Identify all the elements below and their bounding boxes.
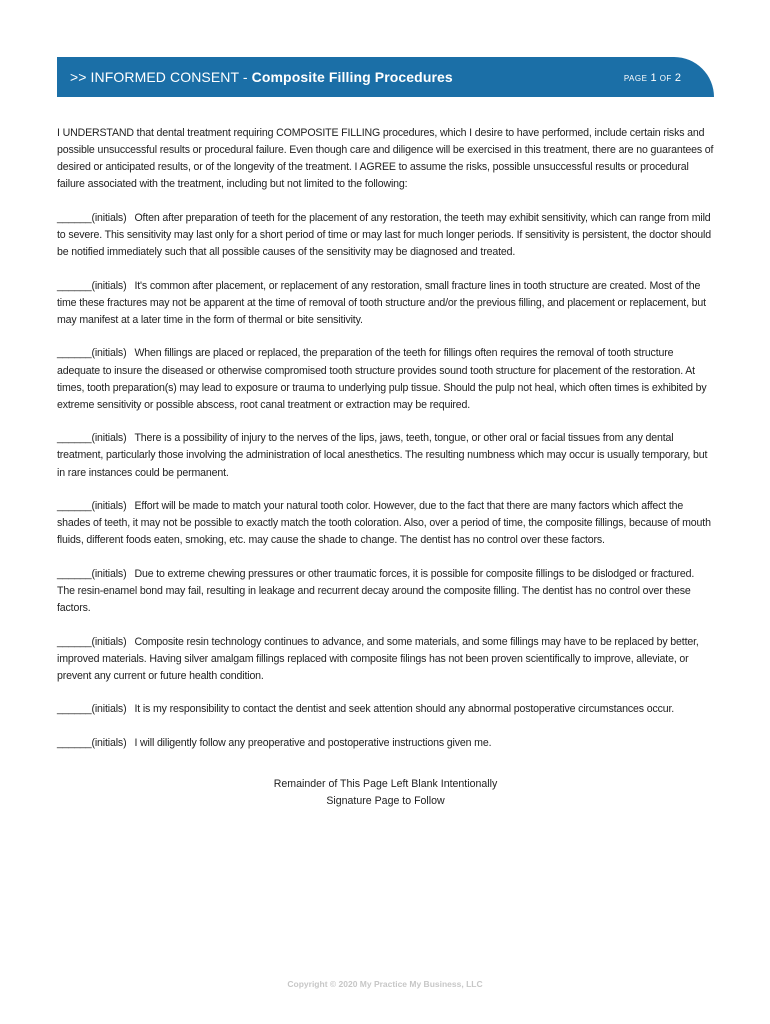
initials-blank[interactable]: ______ [57,567,92,580]
consent-item [57,735,714,752]
initials-blank[interactable]: ______ [57,211,92,224]
intro-paragraph: I UNDERSTAND that dental treatment requiring COMPOSITE FILLING procedures, which I desire to have performed, include certain risks and possible unsuccessful results or procedural failure. Even though care and diligence will be exercised in this treatment, there are no guarantees of desired or anticipated results, or of the longevity of the treatment. I AGREE to assume the risks, possible unsuccessful results or procedural failure associated with the treatment, including but not limited to the following: [57,127,714,191]
consent-item [57,701,714,718]
title-text: Composite Filling Procedures [251,69,453,85]
initials-label: (initials) [91,432,127,445]
header-banner [57,57,714,97]
consent-item [57,634,714,685]
initials-label: (initials) [91,347,127,360]
consent-item-text: There is a possibility of injury to the nerves of the lips, jaws, teeth, tongue, or other oral or facial tissues from any dental treatment, particularly those involving the administration of local anesthetics. The resulting numbness which may occur is usually temporary, but in rare instances could be permanent. [57,432,708,479]
document-title [70,69,453,85]
closing-note [57,776,714,810]
consent-item-text: It's common after placement, or replacement of any restoration, small fracture lines in tooth structure are created. Most of the time these fractures may not be apparent at the time of removal of tooth structure and/or the previous filling, and placement or replacement, but may manifest at a later time in the form of thermal or bite sensitivity. [57,279,706,326]
consent-item-text: When fillings are placed or replaced, the preparation of the teeth for fillings often requires the removal of tooth structure adequate to insure the diseased or otherwise compromised tooth structure provides sound tooth structure for placement of the restoration. At times, tooth preparation(s) may lead to exposure or trauma to underlying pulp tissue. Should the pulp not heal, which often times is exhibited by extreme sensitivity or possible abscess, root canal treatment or extraction may be required. [57,347,707,411]
closing-line-1: Remainder of This Page Left Blank Intentionally [273,778,498,790]
initials-label: (initials) [91,737,127,750]
closing-line-2: Signature Page to Follow [326,795,445,807]
initials-blank[interactable]: ______ [57,635,92,648]
initials-label: (initials) [91,703,127,716]
initials-label: (initials) [91,279,127,292]
consent-item [57,566,714,617]
page-total: 2 [674,72,681,84]
consent-item-text: Composite resin technology continues to advance, and some materials, and some fillings may have to be replaced by better, improved materials. Having silver amalgam fillings replaced with composite filings has not been proven scientifically to improve, alleviate, or prevent any current or future health condition. [57,635,699,682]
page-label: PAGE [623,74,648,83]
consent-item [57,210,714,261]
initials-blank[interactable]: ______ [57,432,92,445]
document-body [57,125,714,769]
page-of-label: OF [659,74,672,83]
initials-blank[interactable]: ______ [57,279,92,292]
copyright-footer: Copyright © 2020 My Practice My Business, LLC [287,979,483,989]
initials-blank[interactable]: ______ [57,500,92,513]
consent-items [57,210,714,752]
consent-item-text: Often after preparation of teeth for the placement of any restoration, the teeth may exhibit sensitivity, which can range from mild to severe. This sensitivity may last only for a short period of time or may last for much longer periods. If sensitivity is persistent, the doctor should be notified immediately such that all possible causes of the sensitivity may be diagnosed and treated. [57,211,711,259]
initials-label: (initials) [91,567,127,580]
consent-item [57,345,714,413]
consent-item-text: Due to extreme chewing pressures or other traumatic forces, it is possible for composite fillings to be dislodged or fractured. The resin-enamel bond may fail, resulting in leakage and recurrent decay around the composite filling. The dentist has no control over these factors. [57,567,695,615]
consent-item-text: It is my responsibility to contact the dentist and seek attention should any abnormal postoperative circumstances occur. [134,703,675,716]
consent-item [57,498,714,549]
page-indicator [624,72,681,84]
consent-item [57,430,714,481]
title-prefix: >> INFORMED CONSENT - [70,69,252,85]
consent-item [57,278,714,329]
consent-item-text: I will diligently follow any preoperative and postoperative instructions given me. [134,737,492,750]
initials-blank[interactable]: ______ [57,737,92,750]
initials-label: (initials) [91,500,127,513]
initials-blank[interactable]: ______ [57,347,92,360]
consent-item-text: Effort will be made to match your natural tooth color. However, due to the fact that there are many factors which affect the shades of teeth, it may not be possible to exactly match the tooth coloration. Also, over a period of time, the composite fillings, because of mouth fluids, different foods eaten, smoking, etc. may cause the shade to change. The dentist has no control over these factors. [57,500,711,547]
initials-label: (initials) [91,635,127,648]
initials-label: (initials) [91,211,127,224]
initials-blank[interactable]: ______ [57,703,92,716]
page-current: 1 [650,72,657,84]
